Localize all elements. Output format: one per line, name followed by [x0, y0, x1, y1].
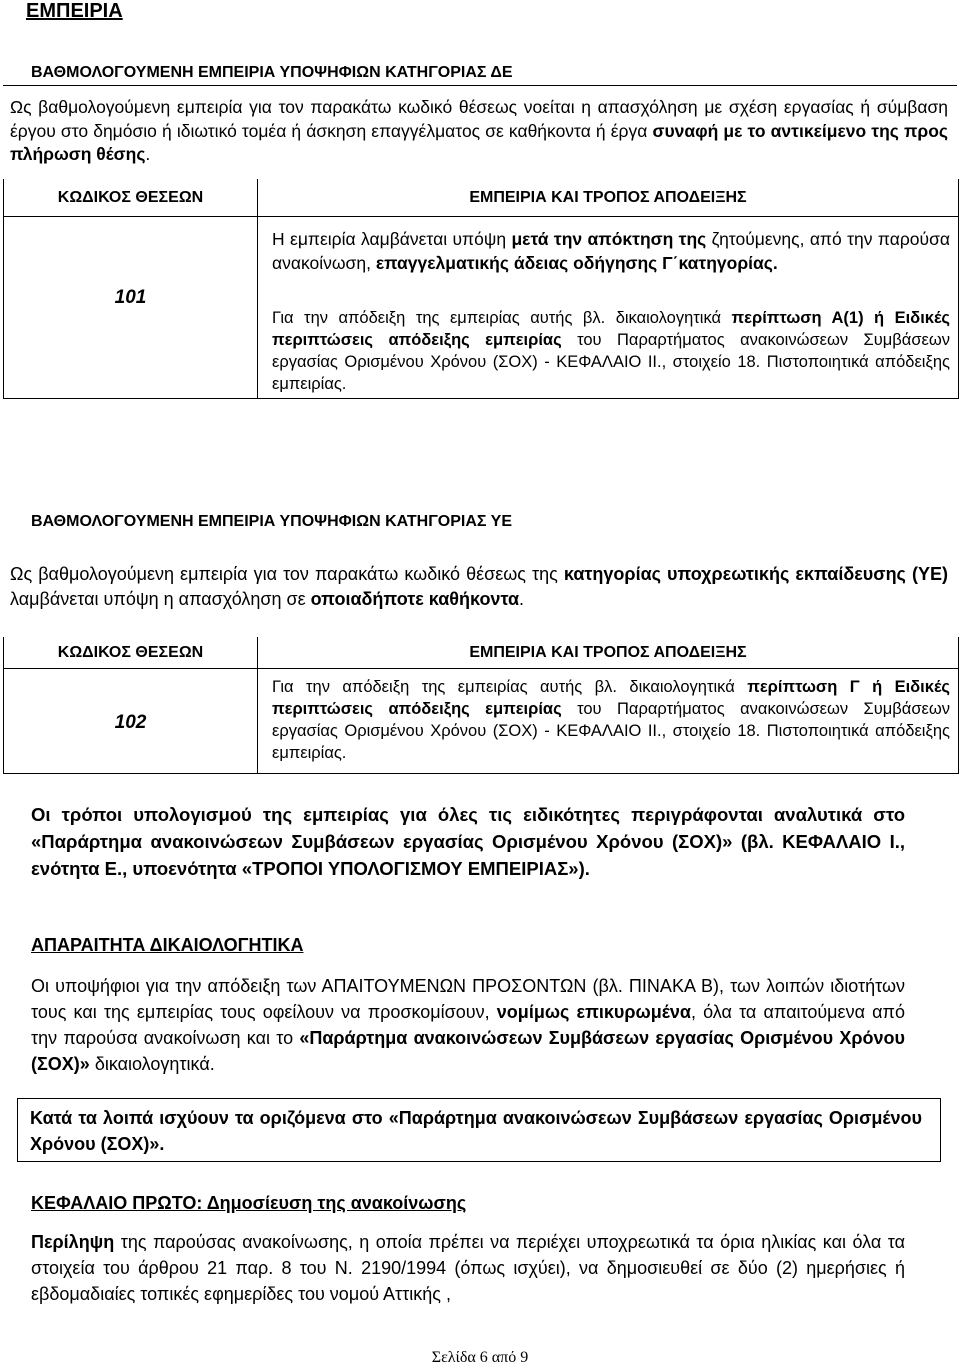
boxed-note-frame	[17, 1098, 941, 1162]
boxed-note: Κατά τα λοιπά ισχύουν τα οριζόμενα στο «Παράρτημα ανακοινώσεων Συμβάσεων εργασίας Ορισμένου Χρόνου (ΣΟΧ)».	[30, 1108, 922, 1154]
position-code: 101	[114, 287, 147, 308]
page-heading: ΕΜΠΕΙΡΙΑ	[26, 0, 123, 22]
documents-title: ΑΠΑΡΑΙΤΗΤΑ ΔΙΚΑΙΟΛΟΓΗΤΙΚΑ	[31, 935, 304, 955]
calculation-note: Οι τρόποι υπολογισμού της εμπειρίας για όλες τις ειδικότητες περιγράφονται αναλυτικά στο «Παράρτημα ανακοινώσεων Συμβάσεων εργασίας Ορισμένου Χρόνου (ΣΟΧ)» (βλ. ΚΕΦΑΛΑΙΟ Ι., ενότητα Ε., υποενότητα «ΤΡΟΠΟΙ ΥΠΟΛΟΓΙΣΜΟΥ ΕΜΠΕΙΡΙΑΣ»).	[31, 804, 905, 879]
position-code: 102	[114, 712, 147, 733]
row-divider	[4, 216, 958, 217]
divider	[3, 85, 957, 86]
column-header-experience: ΕΜΠΕΙΡΙΑ ΚΑΙ ΤΡΟΠΟΣ ΑΠΟΔΕΙΞΗΣ	[469, 189, 747, 206]
experience-proof: Για την απόδειξη της εμπειρίας αυτής βλ. δικαιολογητικά περίπτωση Α(1) ή Ειδικές περιπτώσεις απόδειξης εμπειρίας του Παραρτήματος ανακοινώσεων Συμβάσεων εργασίας Ορισμένου Χρόνου (ΣΟΧ) - ΚΕΦΑΛΑΙΟ ΙΙ., στοιχείο 18. Πιστοποιητικά απόδειξης εμπειρίας.	[272, 309, 951, 393]
section-ye-title: ΒΑΘΜΟΛΟΓΟΥΜΕΝΗ ΕΜΠΕΙΡΙΑ ΥΠΟΨΗΦΙΩΝ ΚΑΤΗΓΟΡΙΑΣ ΥΕ	[31, 513, 513, 530]
documents-text: Οι υποψήφιοι για την απόδειξη των ΑΠΑΙΤΟΥΜΕΝΩΝ ΠΡΟΣΟΝΤΩΝ (βλ. ΠΙΝΑΚΑ Β), των λοιπών ιδιοτήτων τους και της εμπειρίας τους οφείλουν να προσκομίσουν, νομίμως επικυρωμένα, όλα τα απαιτούμενα από την παρούσα ανακοίνωση και το «Παράρτημα ανακοινώσεων Συμβάσεων εργασίας Ορισμένου Χρόνου (ΣΟΧ)» δικαιολογητικά.	[31, 976, 906, 1074]
chapter-text: Περίληψη της παρούσας ανακοίνωσης, η οποία πρέπει να περιέχει υποχρεωτικά τα όρια ηλικίας και όλα τα στοιχεία του άρθρου 21 παρ. 8 του Ν. 2190/1994 (όπως ισχύει), να δημοσιευθεί σε δύο (2) ημερήσιες ή εβδομαδιαίες τοπικές εφημερίδες του νομού Αττικής ,	[31, 1232, 905, 1304]
experience-proof: Για την απόδειξη της εμπειρίας αυτής βλ. δικαιολογητικά περίπτωση Γ ή Ειδικές περιπτώσεις απόδειξης εμπειρίας του Παραρτήματος ανακοινώσεων Συμβάσεων εργασίας Ορισμένου Χρόνου (ΣΟΧ) - ΚΕΦΑΛΑΙΟ ΙΙ., στοιχείο 18. Πιστοποιητικά απόδειξης εμπειρίας.	[272, 678, 950, 762]
section-de-intro: Ως βαθμολογούμενη εμπειρία για τον παρακάτω κωδικό θέσεως νοείται η απασχόληση με σχέση εργασίας ή σύμβαση έργου στο δημόσιο ή ιδιωτικό τομέα ή άσκηση επαγγέλματος σε καθήκοντα ή έργα συναφή με το αντικείμενο της προς πλήρωση θέσης.	[10, 97, 948, 164]
column-header-code: ΚΩΔΙΚΟΣ ΘΕΣΕΩΝ	[57, 644, 204, 661]
column-divider	[257, 179, 258, 398]
table-de	[3, 179, 959, 399]
column-header-experience: ΕΜΠΕΙΡΙΑ ΚΑΙ ΤΡΟΠΟΣ ΑΠΟΔΕΙΞΗΣ	[469, 644, 747, 661]
section-ye-intro: Ως βαθμολογούμενη εμπειρία για τον παρακάτω κωδικό θέσεως της κατηγορίας υποχρεωτικής εκπαίδευσης (ΥΕ) λαμβάνεται υπόψη η απασχόληση σε οποιαδήποτε καθήκοντα.	[10, 564, 948, 609]
experience-requirement: Η εμπειρία λαμβάνεται υπόψη μετά την απόκτηση της ζητούμενης, από την παρούσα ανακοίνωση, επαγγελματικής άδειας οδήγησης Γ΄κατηγορίας.	[272, 229, 951, 273]
row-divider	[4, 668, 958, 669]
column-header-code: ΚΩΔΙΚΟΣ ΘΕΣΕΩΝ	[57, 189, 204, 206]
page-number: Σελίδα 6 από 9	[431, 1349, 529, 1366]
section-de-title: ΒΑΘΜΟΛΟΓΟΥΜΕΝΗ ΕΜΠΕΙΡΙΑ ΥΠΟΨΗΦΙΩΝ ΚΑΤΗΓΟΡΙΑΣ ΔΕ	[31, 64, 513, 81]
table-ye	[3, 637, 959, 774]
chapter-title: ΚΕΦΑΛΑΙΟ ΠΡΩΤΟ: Δημοσίευση της ανακοίνωσης	[31, 1193, 467, 1213]
